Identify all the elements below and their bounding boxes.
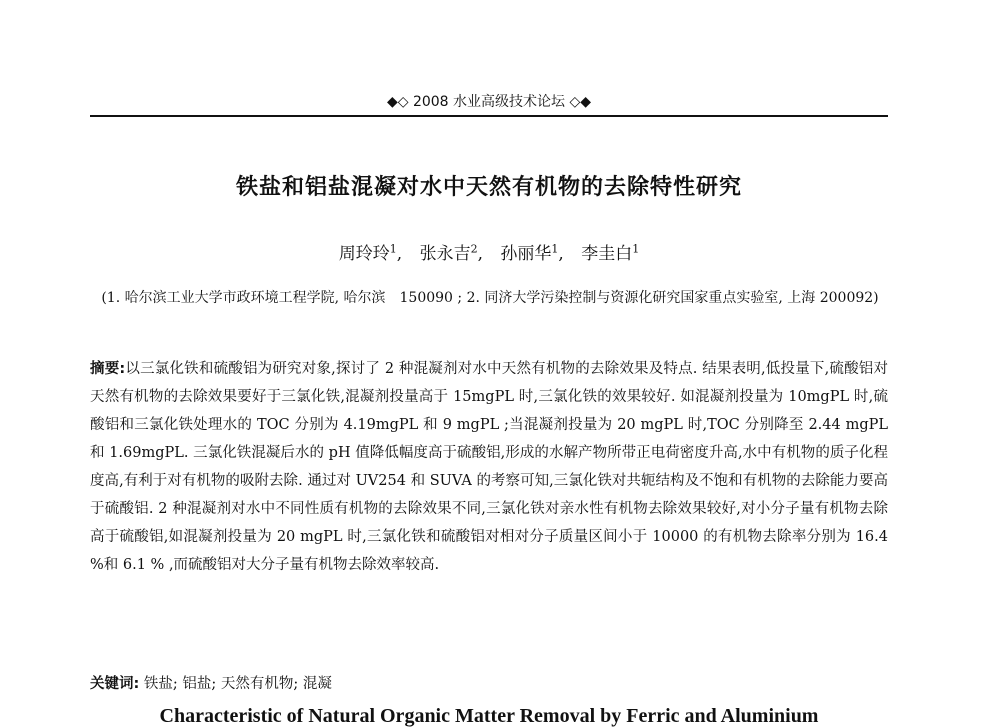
english-title: Characteristic of Natural Organic Matter Removal by Ferric and Aluminium [159,705,819,727]
keywords-label: 关键词: [90,676,140,692]
abstract [90,355,888,579]
paper-title: 铁盐和铝盐混凝对水中天然有机物的去除特性研究 [235,175,742,200]
abstract-text: 以三氯化铁和硫酸铝为研究对象,探讨了 2 种混凝剂对水中天然有机物的去除效果及特点. 结果表明,低投量下,硫酸铝对天然有机物的去除效果要好于三氯化铁,混凝剂投量高于 15mgPL 时,三氯化铁的效果较好. 如混凝剂投量为 10mgPL 时,硫酸铝和三氯化铁处理水的 TOC 分别为 4.19mgPL 和 9 mgPL ;当混凝剂投量为 20 mgPL 时,TOC 分别降至 2.44 mgPL 和 1.69mgPL. 三氯化铁混凝后水的 pH 值降低幅度高于硫酸铝,形成的水解产物所带正电荷密度升高,水中有机物的质子化程度高,有利于对有机物的吸附去除. 通过对 UV254 和 SUVA 的考察可知,三氯化铁对共轭结构及不饱和有机物的去除能力要高于硫酸铝. 2 种混凝剂对水中不同性质有机物的去除效果不同,三氯化铁对亲水性有机物去除效果较好,对小分子量有机物去除高于硫酸铝,如混凝剂投量为 20 mgPL 时,三氯化铁和硫酸铝对相对分子质量区间小于 10000 的有机物去除率分别为 16.4 %和 6.1 % ,而硫酸铝对大分子量有机物去除效率较高. [90,361,888,573]
keywords-text: 铁盐; 铝盐; 天然有机物; 混凝 [143,676,332,692]
author-list [90,236,888,267]
affiliation: (1. 哈尔滨工业大学市政环境工程学院, 哈尔滨 150090 ; 2. 同济大学污染控制与资源化研究国家重点实验室, 上海 200092) [101,290,879,306]
author: 李圭白$^1$ [581,242,640,264]
abstract-label: 摘要: [90,361,126,377]
author: 张永吉$^2$, [419,242,483,264]
keywords [90,670,888,698]
author: 周玲玲$^1$, [338,242,403,264]
author: 孙丽华$^1$, [500,242,564,264]
running-header: ◆◇ 2008 水业高级技术论坛 ◇◆ [386,94,592,110]
header-rule [90,115,888,117]
